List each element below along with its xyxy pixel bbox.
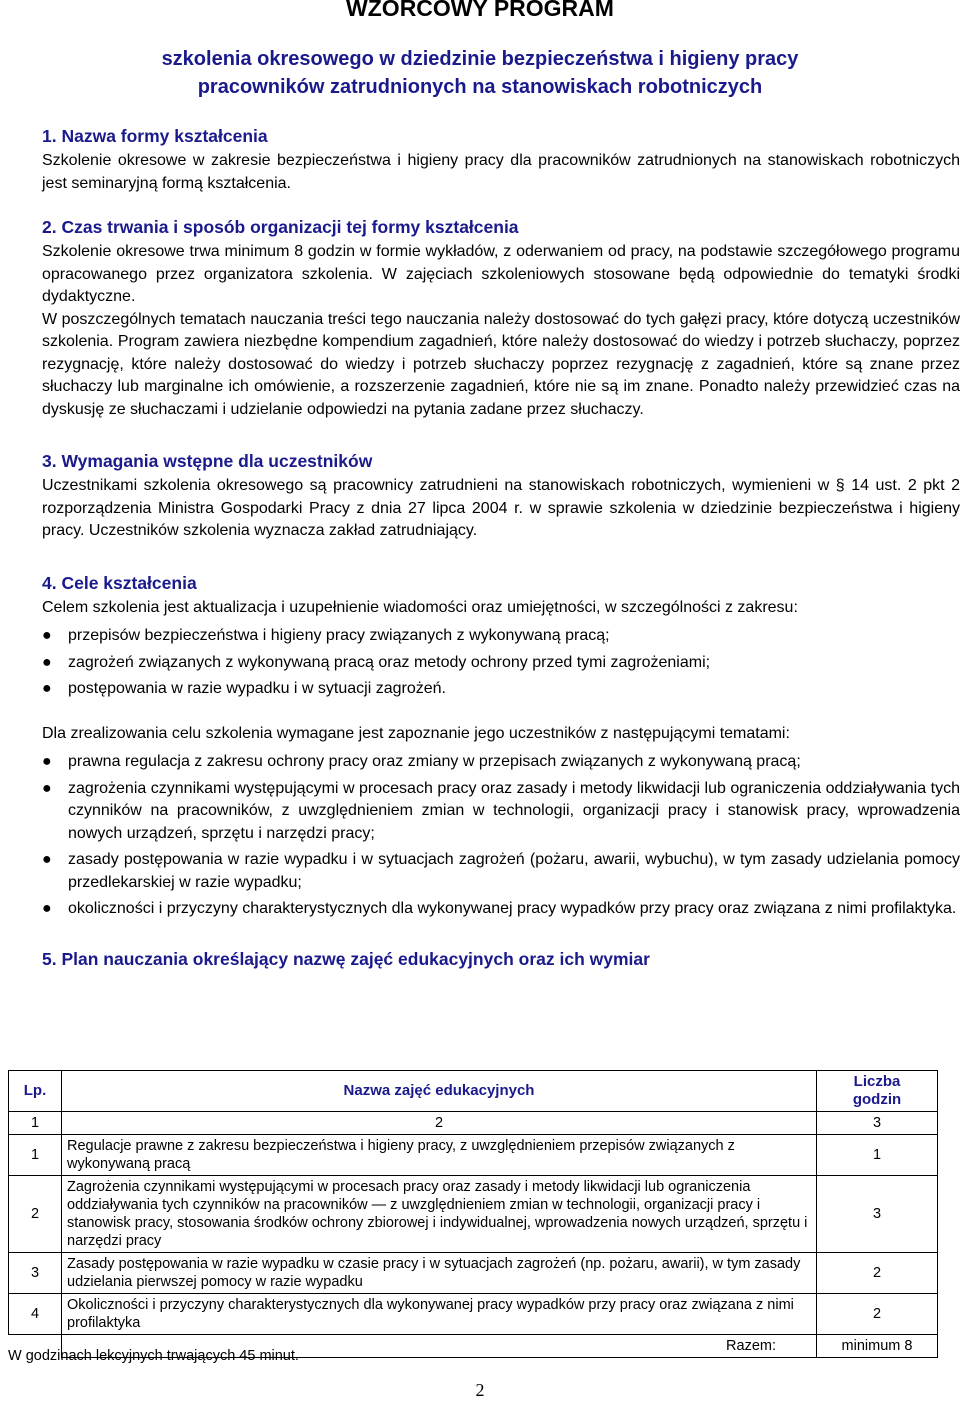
table-row: 2 Zagrożenia czynnikami występującymi w procesach pracy oraz zasady i metody likwidacji lub ograniczenia oddziaływania tych czynników na pracowników — z uwzględnieniem zmian w technologii, organizacji pracy i stanowisk pracy, stosowania środków ochrony zbiorowej i indywidualnej, wprowadzenia nowych urządzeń, sprzętu i narzędzi pracy 3 <box>9 1176 938 1253</box>
section-5 <box>42 947 960 971</box>
header-name: Nazwa zajęć edukacyjnych <box>62 1071 817 1112</box>
curriculum-table <box>8 1070 938 1358</box>
table-row: 3 Zasady postępowania w razie wypadku w czasie pracy i w sytuacjach zagrożeń (np. pożaru, awarii), w tym zasady udzielania pierwszej pomocy w razie wypadku 2 <box>9 1253 938 1294</box>
document-subtitle <box>0 45 960 101</box>
table-row: 4 Okoliczności i przyczyny charakterystycznych dla wykonywanej pracy wypadków przy pracy oraz związana z nimi profilaktyka 2 <box>9 1294 938 1335</box>
section-2-paragraph-2: W poszczególnych tematach nauczania treści tego nauczania należy dostosować do tych gałęzi pracy, które dotyczą uczestników szkolenia. Program zawiera niezbędne kompendium zagadnień, które należy dostosować do wiedzy i potrzeb słuchaczy, poprzez rezygnację, które należy dostosować do wiedzy i potrzeb słuchaczy poprzez rezygnację z zagadnień, które są znane przez słuchaczy lub marginalne ich omówienie, a rozszerzenie zagadnień, które nie są im znane. Ponadto należy przewidzieć czas na dyskusję ze słuchaczami i udzielanie odpowiedzi na pytania zadane przez słuchaczy. <box>42 310 960 418</box>
list-item: ● zasady postępowania w razie wypadku i w sytuacjach zagrożeń (pożaru, awarii, wybuchu), w tym zasady udzielania pomocy przedlekarskiej w razie wypadku; <box>42 851 960 891</box>
total-value: minimum 8 <box>817 1335 938 1358</box>
table-numbering-row: 1 2 3 <box>9 1112 938 1135</box>
section-1-text: Szkolenie okresowe w zakresie bezpieczeństwa i higieny pracy dla pracowników zatrudnionych na stanowiskach robotniczych jest seminaryjną formą kształcenia. <box>42 152 960 192</box>
goals-list <box>42 625 960 701</box>
bullet-icon: ● <box>42 653 52 671</box>
section-1 <box>42 124 960 195</box>
bullet-icon: ● <box>42 753 52 770</box>
section-4-heading: 4. Cele kształcenia <box>42 572 197 593</box>
section-5-heading: 5. Plan nauczania określający nazwę zajęć edukacyjnych oraz ich wymiar <box>42 948 650 969</box>
section-3-heading: 3. Wymagania wstępne dla uczestników <box>42 451 373 471</box>
total-label: Razem: <box>62 1335 817 1358</box>
bullet-icon: ● <box>42 779 52 797</box>
list-item: ● okoliczności i przyczyny charakterystycznych dla wykonywanej pracy wypadków przy pracy oraz związana z nimi profilaktyka. <box>42 898 960 921</box>
section-2 <box>42 215 960 421</box>
bullet-icon: ● <box>42 627 52 644</box>
list-item: ● postępowania w razie wypadku i w sytuacji zagrożeń. <box>42 678 960 701</box>
section-4 <box>42 571 960 921</box>
bullet-icon: ● <box>42 851 52 868</box>
list-item: ● prawna regulacja z zakresu ochrony pracy oraz zmiany w przepisach związanych z wykonywaną pracą; <box>42 751 960 774</box>
section-4-topics-intro: Dla zrealizowania celu szkolenia wymagane jest zapoznanie jego uczestników z następującymi tematami: <box>42 724 790 742</box>
section-2-paragraph-1: Szkolenie okresowe trwa minimum 8 godzin w formie wykładów, z oderwaniem od pracy, na podstawie szczegółowego programu opracowanego przez organizatora szkolenia. W zajęciach szkoleniowych stosowane będą odpowiednie do tematyki środki dydaktyczne. <box>42 243 960 305</box>
section-2-heading: 2. Czas trwania i sposób organizacji tej formy kształcenia <box>42 217 519 237</box>
table-row: 1 Regulacje prawne z zakresu bezpieczeństwa i higieny pracy, z uwzględnieniem przepisów związanych z wykonywaną pracą 1 <box>9 1135 938 1176</box>
document-title: WZORCOWY PROGRAM <box>346 0 614 21</box>
bullet-icon: ● <box>42 900 52 917</box>
table-header-row <box>9 1071 938 1112</box>
page-number: 2 <box>475 1380 485 1400</box>
header-lp: Lp. <box>9 1071 62 1112</box>
list-item: ● przepisów bezpieczeństwa i higieny pracy związanych z wykonywaną pracą; <box>42 625 960 648</box>
list-item: ● zagrożenia czynnikami występującymi w procesach pracy oraz zasady i metody likwidacji lub ograniczenia oddziaływania tych czynników na pracowników, z uwzględnieniem zmian w technologii, organizacji pracy i stanowisk pracy, wprowadzenia nowych urządzeń, sprzętu i narzędzi pracy; <box>42 779 960 842</box>
list-item: ● zagrożeń związanych z wykonywaną pracą oraz metody ochrony przed tymi zagrożeniami; <box>42 652 960 675</box>
subtitle-line-1: szkolenia okresowego w dziedzinie bezpieczeństwa i higieny pracy <box>161 48 799 70</box>
section-3 <box>42 449 960 543</box>
header-hours: Liczba godzin <box>817 1071 938 1112</box>
section-3-text: Uczestnikami szkolenia okresowego są pracownicy zatrudnieni na stanowiskach robotniczych, wymienieni w § 14 ust. 2 pkt 2 rozporządzenia Ministra Gospodarki Pracy z dnia 27 lipca 2004 r. w sprawie szkolenia w dziedzinie bezpieczeństwa i higieny pracy. Uczestników szkolenia wyznacza zakład zatrudniający. <box>42 477 960 539</box>
section-4-intro: Celem szkolenia jest aktualizacja i uzupełnienie wiadomości oraz umiejętności, w szczególności z zakresu: <box>42 598 798 616</box>
section-1-heading: 1. Nazwa formy kształcenia <box>42 126 268 146</box>
topics-list <box>42 751 960 921</box>
bullet-icon: ● <box>42 680 52 697</box>
subtitle-line-2: pracowników zatrudnionych na stanowiskach robotniczych <box>197 76 763 98</box>
footnote: W godzinach lekcyjnych trwających 45 minut. <box>8 1348 299 1364</box>
document-body <box>42 124 960 991</box>
